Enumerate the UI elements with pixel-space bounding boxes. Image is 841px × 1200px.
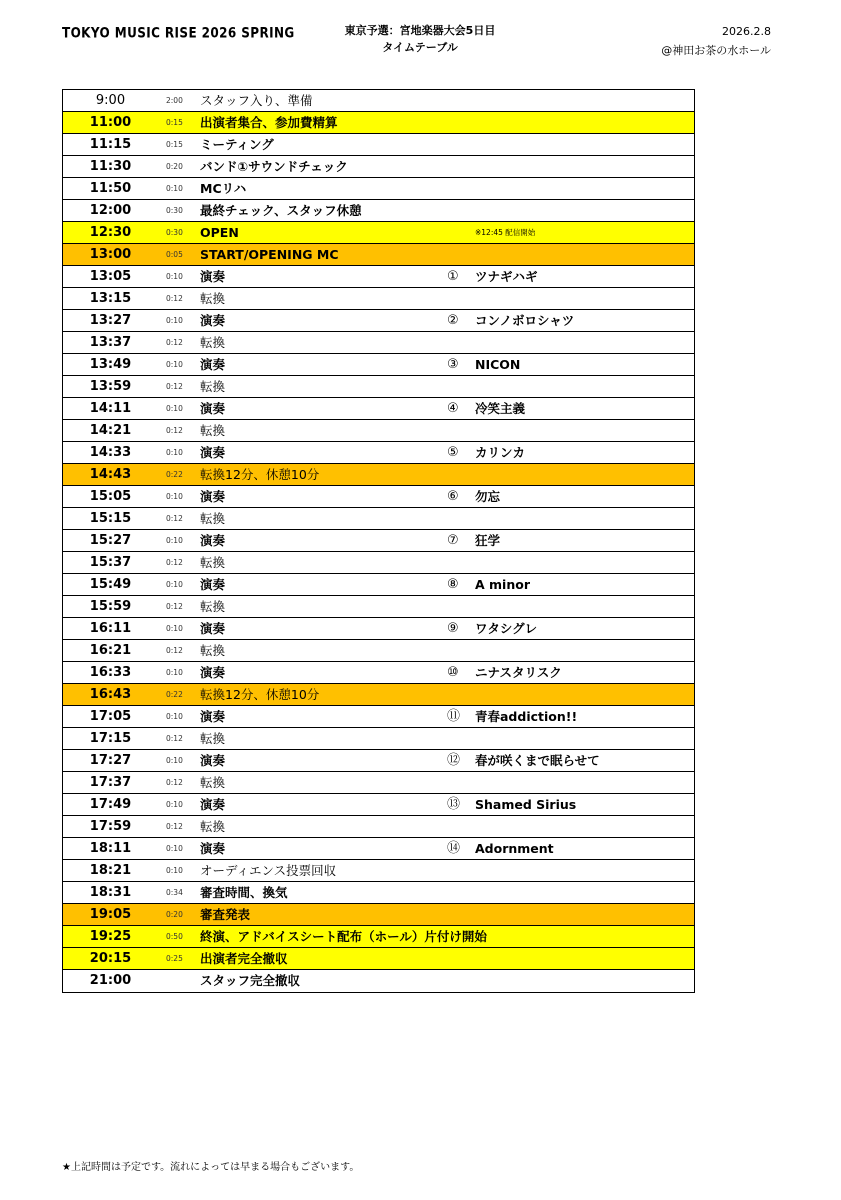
row-duration: 0:20 — [166, 162, 183, 171]
table-row — [63, 618, 694, 640]
row-band-name: ツナギハギ — [475, 269, 538, 284]
table-row — [63, 596, 694, 618]
row-description: 出演者完全撤収 — [200, 951, 288, 966]
row-time: 13:59 — [89, 379, 132, 394]
row-band-name: 冷笑主義 — [475, 401, 526, 416]
row-duration: 0:25 — [166, 954, 183, 963]
table-row — [63, 420, 694, 442]
table-row — [63, 904, 694, 926]
event-venue: @神田お茶の水ホール — [661, 44, 771, 57]
row-duration: 0:10 — [166, 712, 183, 721]
row-band-number: ⑧ — [447, 577, 459, 592]
row-description: スタッフ完全撤収 — [200, 973, 301, 988]
row-description: 転換 — [200, 423, 226, 438]
table-row — [63, 794, 694, 816]
row-band-name: 狂学 — [475, 533, 501, 548]
row-duration: 0:12 — [166, 294, 183, 303]
row-duration: 0:34 — [166, 888, 183, 897]
row-duration: 0:15 — [166, 118, 183, 127]
row-duration: 0:10 — [166, 448, 183, 457]
table-row — [63, 156, 694, 178]
row-time: 17:27 — [89, 753, 132, 768]
row-band-name: 青春addiction!! — [475, 709, 578, 724]
row-duration: 0:10 — [166, 580, 183, 589]
row-time: 15:15 — [89, 511, 132, 526]
row-duration: 0:10 — [166, 866, 183, 875]
row-time: 16:33 — [89, 665, 132, 680]
row-description: 転換 — [200, 775, 226, 790]
row-band-number: ⑬ — [447, 797, 461, 812]
table-row — [63, 178, 694, 200]
row-time: 18:21 — [89, 863, 132, 878]
row-duration: 0:12 — [166, 646, 183, 655]
table-row — [63, 662, 694, 684]
row-description: 演奏 — [200, 841, 226, 856]
row-time: 17:05 — [89, 709, 132, 724]
row-time: 15:05 — [89, 489, 132, 504]
table-row — [63, 640, 694, 662]
row-duration: 0:22 — [166, 470, 183, 479]
row-time: 17:49 — [89, 797, 132, 812]
row-description: オーディエンス投票回収 — [200, 863, 337, 878]
row-band-name: NICON — [475, 357, 521, 372]
row-band-number: ⑩ — [447, 665, 459, 680]
row-description: 出演者集合、参加費精算 — [200, 115, 338, 130]
row-time: 11:50 — [89, 181, 132, 196]
row-duration: 0:12 — [166, 778, 183, 787]
row-time: 20:15 — [89, 951, 132, 966]
row-duration: 0:30 — [166, 206, 183, 215]
row-time: 11:00 — [89, 115, 132, 130]
row-time: 16:11 — [89, 621, 132, 636]
row-description: 転換 — [200, 731, 226, 746]
row-duration: 0:10 — [166, 184, 183, 193]
row-time: 15:49 — [89, 577, 132, 592]
document-title — [300, 22, 540, 56]
date-venue — [661, 22, 771, 60]
row-description: START/OPENING MC — [200, 247, 339, 262]
table-row — [63, 266, 694, 288]
row-time: 11:30 — [89, 159, 132, 174]
row-time: 9:00 — [95, 93, 126, 108]
row-time: 18:11 — [89, 841, 132, 856]
row-duration: 0:10 — [166, 756, 183, 765]
table-row — [63, 684, 694, 706]
table-row — [63, 310, 694, 332]
row-band-number: ⑫ — [447, 753, 461, 768]
row-duration: 0:12 — [166, 602, 183, 611]
row-band-number: ⑤ — [447, 445, 459, 460]
row-duration: 0:20 — [166, 910, 183, 919]
row-duration: 0:12 — [166, 338, 183, 347]
row-description: 転換 — [200, 599, 226, 614]
row-duration: 0:10 — [166, 844, 183, 853]
row-description: 転換12分、休憩10分 — [200, 687, 320, 702]
table-row — [63, 816, 694, 838]
table-row — [63, 90, 694, 112]
row-time: 13:37 — [89, 335, 132, 350]
row-duration: 0:30 — [166, 228, 183, 237]
row-description: 転換 — [200, 819, 226, 834]
row-description: 演奏 — [200, 577, 226, 592]
row-duration: 0:12 — [166, 734, 183, 743]
table-row — [63, 354, 694, 376]
row-band-number: ⑭ — [447, 841, 461, 856]
table-row — [63, 530, 694, 552]
row-duration: 0:10 — [166, 360, 183, 369]
row-description: 審査時間、換気 — [200, 885, 288, 900]
row-band-name: Adornment — [475, 841, 554, 856]
row-description: 転換 — [200, 335, 226, 350]
row-time: 17:59 — [89, 819, 132, 834]
table-row — [63, 376, 694, 398]
row-note: ※12:45 配信開始 — [475, 228, 536, 237]
row-time: 19:05 — [89, 907, 132, 922]
row-time: 14:21 — [89, 423, 132, 438]
row-description: 終演、アドバイスシート配布（ホール）片付け開始 — [200, 929, 487, 944]
title-line-1: 東京予選：宮地楽器大会5日目 — [344, 24, 496, 37]
row-time: 21:00 — [89, 973, 132, 988]
row-band-number: ⑥ — [447, 489, 459, 504]
row-description: 演奏 — [200, 797, 226, 812]
table-row — [63, 442, 694, 464]
table-row — [63, 508, 694, 530]
row-time: 15:27 — [89, 533, 132, 548]
table-row — [63, 244, 694, 266]
row-duration: 0:15 — [166, 140, 183, 149]
row-band-number: ⑨ — [447, 621, 459, 636]
table-row — [63, 860, 694, 882]
row-description: 演奏 — [200, 665, 226, 680]
table-row — [63, 772, 694, 794]
row-duration: 0:12 — [166, 426, 183, 435]
table-row — [63, 464, 694, 486]
table-row — [63, 948, 694, 970]
table-row — [63, 750, 694, 772]
row-duration: 0:12 — [166, 382, 183, 391]
row-duration: 0:12 — [166, 514, 183, 523]
table-row — [63, 332, 694, 354]
row-description: 演奏 — [200, 357, 226, 372]
row-description: 転換 — [200, 643, 226, 658]
event-logo: TOKYO MUSIC RISE 2026 SPRING — [62, 25, 295, 42]
row-band-number: ⑪ — [447, 709, 461, 724]
row-band-name: コンノボロシャツ — [475, 313, 575, 328]
row-band-name: ニナスタリスク — [475, 665, 562, 680]
row-duration: 0:12 — [166, 822, 183, 831]
row-description: 演奏 — [200, 533, 226, 548]
row-time: 19:25 — [89, 929, 132, 944]
row-time: 11:15 — [89, 137, 132, 152]
row-band-number: ① — [447, 269, 459, 284]
row-duration: 0:10 — [166, 668, 183, 677]
row-duration: 0:10 — [166, 536, 183, 545]
table-row — [63, 288, 694, 310]
row-band-name: 勿忘 — [475, 489, 501, 504]
table-row — [63, 728, 694, 750]
row-time: 12:00 — [89, 203, 132, 218]
event-date: 2026.2.8 — [722, 25, 771, 38]
row-time: 17:37 — [89, 775, 132, 790]
row-description: 演奏 — [200, 753, 226, 768]
row-description: 演奏 — [200, 621, 226, 636]
row-description: MCリハ — [200, 181, 247, 196]
row-description: 演奏 — [200, 313, 226, 328]
row-band-name: Shamed Sirius — [475, 797, 577, 812]
row-band-name: カリンカ — [475, 445, 526, 460]
row-time: 14:11 — [89, 401, 132, 416]
table-row — [63, 838, 694, 860]
row-duration: 0:50 — [166, 932, 183, 941]
row-description: 演奏 — [200, 269, 226, 284]
table-row — [63, 134, 694, 156]
table-row — [63, 882, 694, 904]
row-time: 16:21 — [89, 643, 132, 658]
row-description: 審査発表 — [200, 907, 251, 922]
row-description: 転換 — [200, 511, 226, 526]
table-row — [63, 574, 694, 596]
row-description: ミーティング — [200, 137, 274, 152]
row-time: 15:37 — [89, 555, 132, 570]
table-row — [63, 552, 694, 574]
table-row — [63, 222, 694, 244]
row-time: 14:43 — [89, 467, 132, 482]
row-time: 12:30 — [89, 225, 132, 240]
row-description: バンド①サウンドチェック — [200, 159, 348, 174]
row-band-name: A minor — [475, 577, 530, 592]
table-row — [63, 486, 694, 508]
row-description: 転換 — [200, 379, 226, 394]
row-duration: 0:10 — [166, 404, 183, 413]
row-band-number: ② — [447, 313, 459, 328]
row-description: 演奏 — [200, 489, 226, 504]
row-time: 14:33 — [89, 445, 132, 460]
footnote: ★上記時間は予定です。流れによっては早まる場合もございます。 — [62, 1162, 360, 1173]
row-description: 転換 — [200, 555, 226, 570]
row-duration: 2:00 — [166, 96, 183, 105]
row-time: 13:15 — [89, 291, 132, 306]
table-row — [63, 200, 694, 222]
row-duration: 0:22 — [166, 690, 183, 699]
row-description: 演奏 — [200, 709, 226, 724]
row-description: OPEN — [200, 225, 239, 240]
row-band-number: ⑦ — [447, 533, 459, 548]
table-row — [63, 970, 694, 992]
table-row — [63, 398, 694, 420]
row-duration: 0:12 — [166, 558, 183, 567]
row-time: 13:05 — [89, 269, 132, 284]
row-time: 17:15 — [89, 731, 132, 746]
timetable — [62, 89, 695, 993]
row-duration: 0:10 — [166, 272, 183, 281]
row-description: 転換12分、休憩10分 — [200, 467, 320, 482]
row-description: 演奏 — [200, 445, 226, 460]
row-band-name: 春が咲くまで眠らせて — [475, 753, 600, 768]
table-row — [63, 112, 694, 134]
row-time: 16:43 — [89, 687, 132, 702]
row-duration: 0:10 — [166, 492, 183, 501]
row-description: スタッフ入り、準備 — [200, 93, 313, 108]
row-duration: 0:05 — [166, 250, 183, 259]
table-row — [63, 706, 694, 728]
row-duration: 0:10 — [166, 800, 183, 809]
row-description: 演奏 — [200, 401, 226, 416]
row-time: 13:49 — [89, 357, 132, 372]
row-description: 転換 — [200, 291, 226, 306]
row-band-number: ④ — [447, 401, 459, 416]
row-time: 13:27 — [89, 313, 132, 328]
row-time: 15:59 — [89, 599, 132, 614]
table-row — [63, 926, 694, 948]
row-time: 18:31 — [89, 885, 132, 900]
row-time: 13:00 — [89, 247, 132, 262]
row-band-name: ワタシグレ — [475, 621, 538, 636]
row-band-number: ③ — [447, 357, 459, 372]
title-line-2: タイムテーブル — [382, 41, 458, 54]
row-description: 最終チェック、スタッフ休憩 — [200, 203, 362, 218]
row-duration: 0:10 — [166, 624, 183, 633]
row-duration: 0:10 — [166, 316, 183, 325]
